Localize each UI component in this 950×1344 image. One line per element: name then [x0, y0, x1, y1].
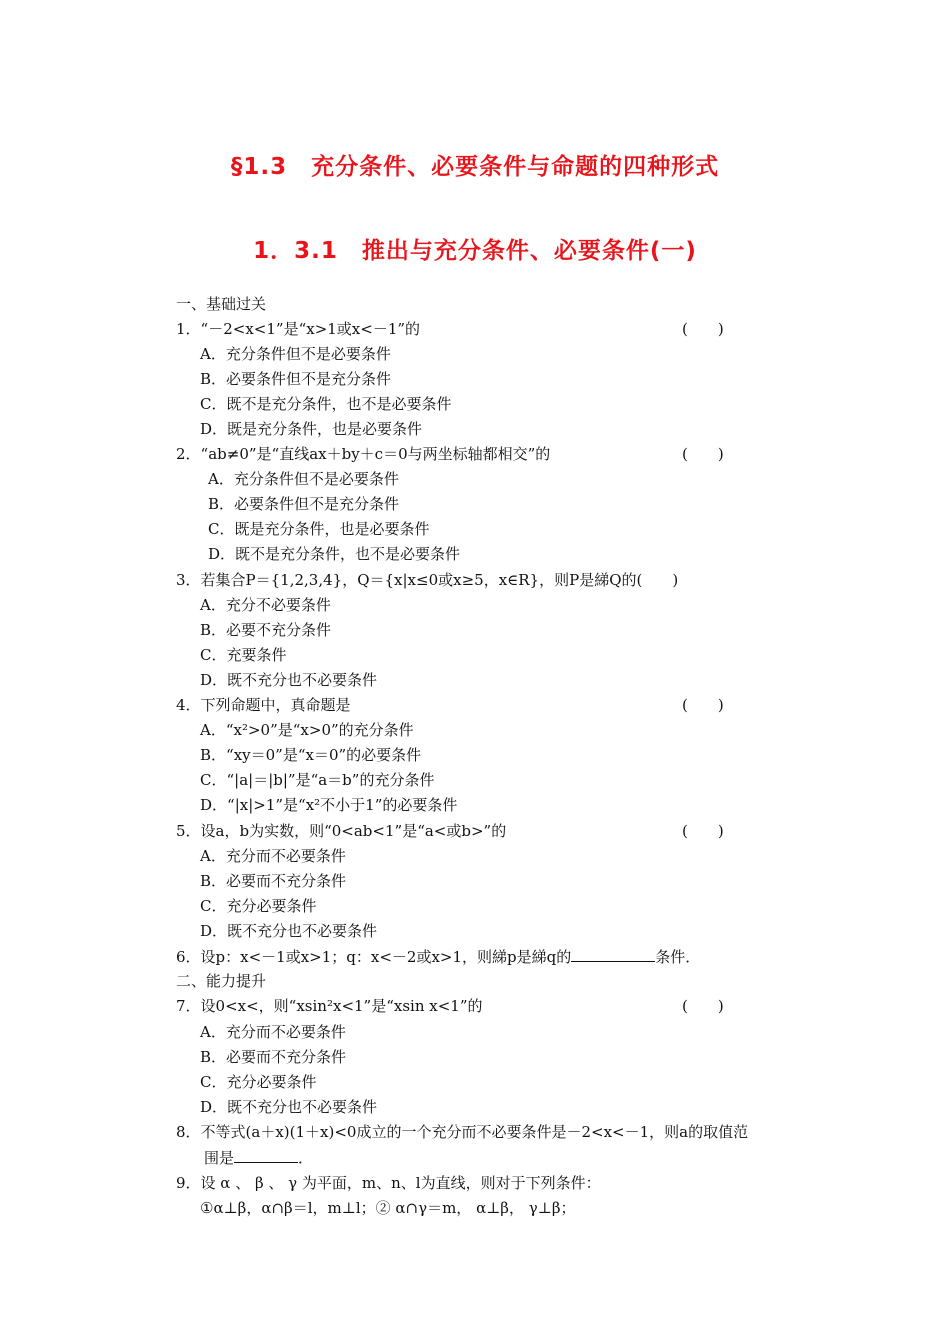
q2-stem: 2．“ab≠0”是“直线ax＋by＋c＝0与两坐标轴都相交”的 [176, 445, 551, 463]
q8-line2-pre: 围是 [204, 1149, 235, 1167]
q2-option-d: D．既不是充分条件，也不是必要条件 [208, 545, 461, 563]
q8-blank[interactable] [234, 1147, 298, 1163]
q4-option-a: A．“x²>0”是“x>0”的充分条件 [200, 721, 414, 739]
q3-option-d: D．既不充分也不必要条件 [200, 671, 378, 689]
sub-title: 1．3.1 推出与充分条件、必要条件(一) [253, 238, 697, 264]
q2-option-a: A．充分条件但不是必要条件 [208, 470, 399, 488]
q5-option-b: B．必要而不充分条件 [200, 872, 347, 890]
q5-option-a: A．充分而不必要条件 [200, 847, 346, 865]
q1-answer-parens: ( ) [682, 320, 724, 338]
q6-line [176, 946, 756, 967]
q7-option-b: B．必要而不充分条件 [200, 1048, 347, 1066]
q2-option-c: C．既是充分条件，也是必要条件 [208, 520, 430, 538]
q5-option-d: D．既不充分也不必要条件 [200, 922, 378, 940]
q4-option-d: D．“|x|>1”是“x²不小于1”的必要条件 [200, 796, 458, 814]
section-basic-heading: 一、基础过关 [176, 295, 267, 313]
main-title: §1.3 充分条件、必要条件与命题的四种形式 [230, 154, 720, 180]
q7-option-d: D．既不充分也不必要条件 [200, 1098, 378, 1116]
q8-line2 [204, 1147, 784, 1168]
q3-stem: 3．若集合P＝{1,2,3,4}，Q＝{x|x≤0或x≥5，x∈R}，则P是綈Q的( ) [176, 571, 679, 589]
q1-option-c: C．既不是充分条件，也不是必要条件 [200, 395, 452, 413]
q8-line2-post: ． [298, 1149, 314, 1167]
q6-tail: 条件． [655, 948, 701, 966]
q3-option-c: C．充要条件 [200, 646, 287, 664]
q7-answer-parens: ( ) [682, 997, 724, 1015]
q2-option-b: B．必要条件但不是充分条件 [208, 495, 400, 513]
q1-option-d: D．既是充分条件，也是必要条件 [200, 420, 423, 438]
q1-stem: 1．“－2<x<1”是“x>1或x<－1”的 [176, 320, 421, 338]
q4-answer-parens: ( ) [682, 696, 724, 714]
q3-option-a: A．充分不必要条件 [200, 596, 331, 614]
q7-option-a: A．充分而不必要条件 [200, 1023, 346, 1041]
q2-answer-parens: ( ) [682, 445, 724, 463]
q7-option-c: C．充分必要条件 [200, 1073, 317, 1091]
q1-option-b: B．必要条件但不是充分条件 [200, 370, 392, 388]
q6-stem: 6．设p：x<－1或x>1；q：x<－2或x>1，则綈p是綈q的 [176, 948, 572, 966]
q6-blank[interactable] [571, 946, 655, 962]
q7-stem: 7．设0<x<，则“xsin²x<1”是“xsin x<1”的 [176, 997, 483, 1015]
q3-option-b: B．必要不充分条件 [200, 621, 332, 639]
section-advanced-heading: 二、能力提升 [176, 972, 267, 990]
q1-option-a: A．充分条件但不是必要条件 [200, 345, 391, 363]
q5-stem: 5．设a，b为实数，则“0<ab<1”是“a<或b>”的 [176, 822, 507, 840]
q4-stem: 4．下列命题中，真命题是 [176, 696, 351, 714]
q4-option-c: C．“|a|＝|b|”是“a＝b”的充分条件 [200, 771, 435, 789]
q4-option-b: B．“xy＝0”是“x＝0”的必要条件 [200, 746, 422, 764]
q8-line1: 8．不等式(a＋x)(1＋x)<0成立的一个充分而不必要条件是－2<x<－1，则a的取值范 [176, 1123, 749, 1141]
q9-line1: 9．设 α 、 β 、 γ 为平面，m、n、l为直线，则对于下列条件： [176, 1174, 601, 1192]
q5-answer-parens: ( ) [682, 822, 724, 840]
q9-line2: ①α⊥β，α∩β＝l，m⊥l；② α∩γ＝m， α⊥β， γ⊥β； [200, 1199, 576, 1217]
q5-option-c: C．充分必要条件 [200, 897, 317, 915]
